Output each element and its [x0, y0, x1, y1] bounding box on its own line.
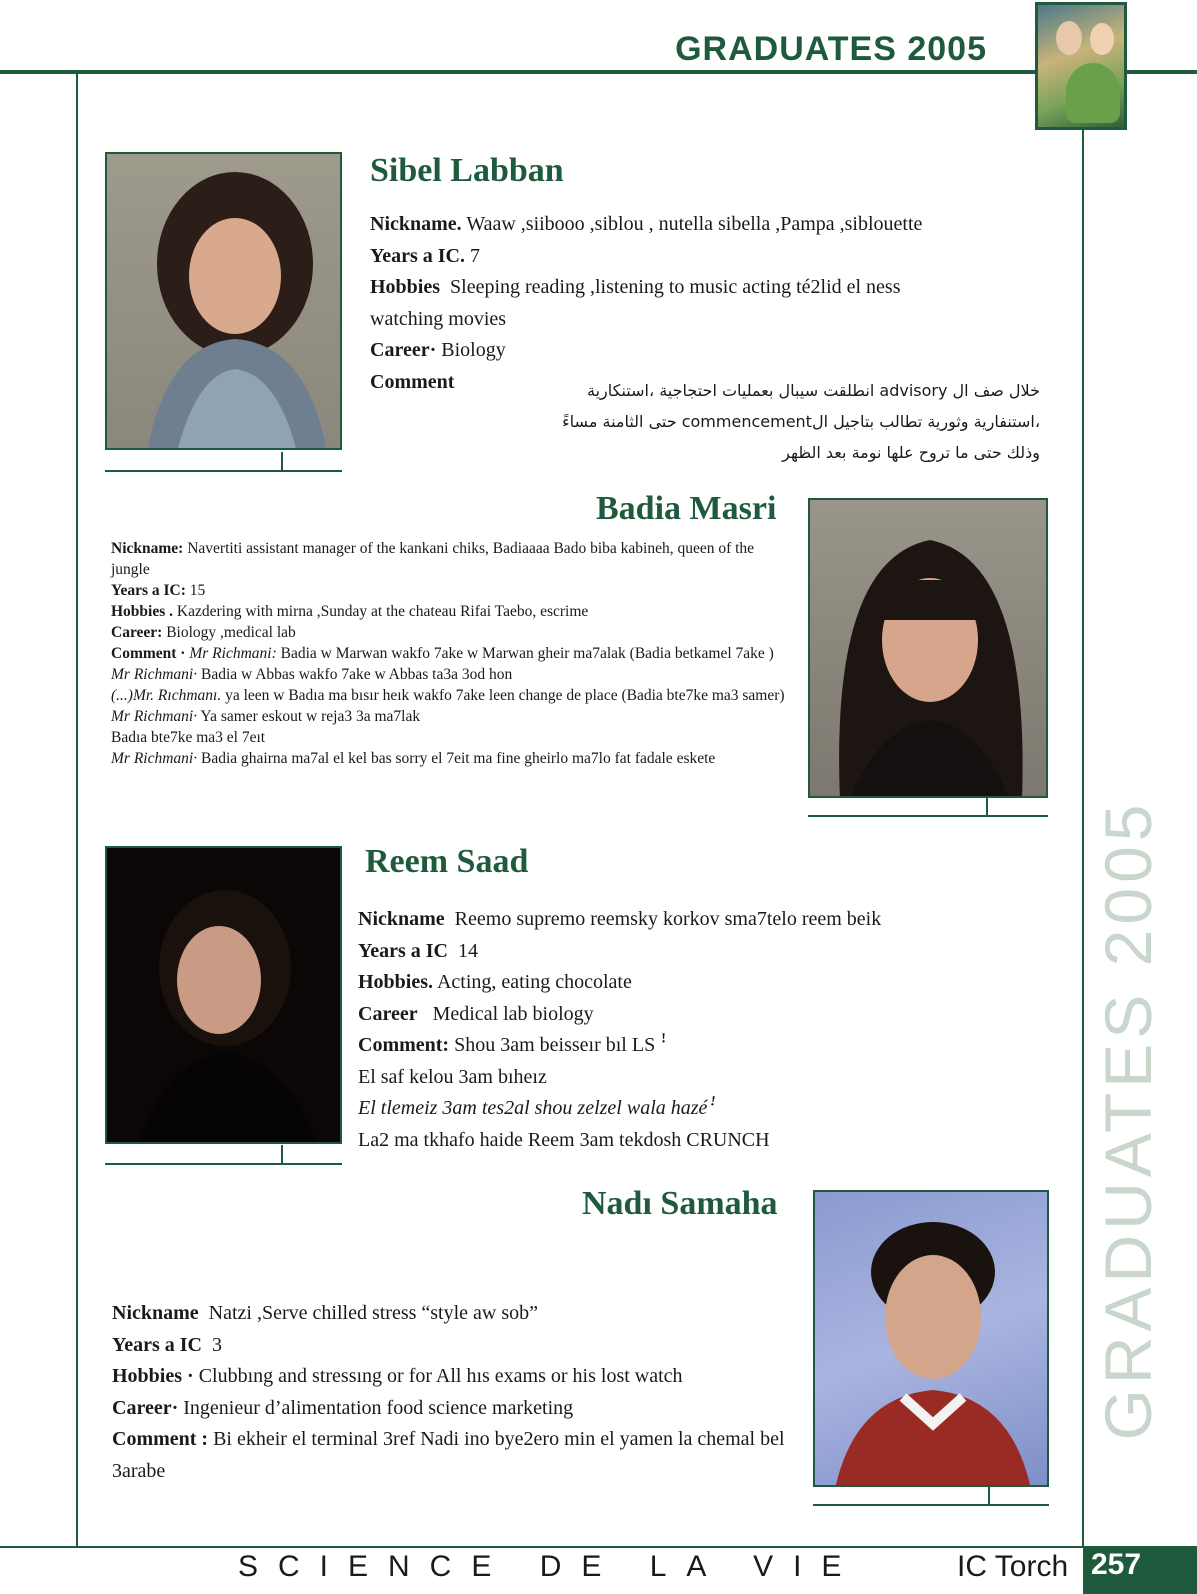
left-border-line: [76, 74, 78, 1546]
portrait-silhouette-icon: [107, 154, 342, 450]
header-rule: [0, 70, 1197, 74]
nadi-samaha-photo: [813, 1190, 1049, 1487]
graduate-name: Badia Masri: [596, 490, 777, 527]
footer-section-title: SCIENCE DE LA VIE: [238, 1550, 862, 1583]
portrait-silhouette-icon: [810, 500, 1048, 798]
photo-caption-line: [105, 470, 342, 472]
header-thumbnail-image: [1035, 2, 1127, 130]
photo-caption-line: [105, 1163, 342, 1165]
portrait-silhouette-icon: [815, 1192, 1049, 1487]
reem-saad-photo: [105, 846, 342, 1144]
graduate-name: Reem Saad: [365, 843, 529, 880]
badia-masri-photo: [808, 498, 1048, 798]
portrait-silhouette-icon: [107, 848, 342, 1144]
footer-brand: IC Torch: [957, 1550, 1069, 1583]
footer-rule: [0, 1546, 1197, 1548]
page-number: 257: [1091, 1548, 1142, 1581]
graduate-name: Sibel Labban: [370, 152, 564, 189]
nadi-samaha-profile: Nickname Natzi ,Serve chilled stress “style aw sob” Years a IC 3 Hobbies · Clubbıng and stressıng or for All hıs exams or his lost watch Career· Ingenieur d’alimentation food science marketing Comment : Bi ekheir el terminal 3ref Nadi ino bye2ero min el yamen la chemal bel 3arabe: [112, 1302, 785, 1482]
sibel-labban-profile: Nickname. Waaw ,siibooo ,siblou , nutella sibella ,Pampa ,siblouette Years a IC. 7 Hobbies Sleeping reading ,listening to music acting té2lid el ness watching movies Career· Biology Comment: [370, 213, 923, 393]
right-border-line: [1082, 130, 1084, 1546]
badia-masri-profile: Nickname: Navertiti assistant manager of the kankani chiks, Badiaaaa Bado biba kabineh, queen of the jungle Years a IC: 15 Hobbies . Kazdering with mirna ,Sunday at the chateau Rifai Taebo, escrime Career: Biology ,medical lab Comment · Mr Richmani: Badia w Marwan wakfo 7ake w Marwan gheir ma7alak (Badia betkamel 7ake ) Mr Richmani· Badia w Abbas wakfo 7ake w Abbas ta3a 3od hon (...)Mr. Rıchmanı. ya leen w Badıa ma bısır heık wakfo 7ake leen change de place (Badia bte7ke ma3 samer) Mr Richmani· Ya samer eskout w reja3 3a ma7lak Badıa bte7ke ma3 el 7eıt Mr Richmani· Badia ghairna ma7al el kel bas sorry el 7eit ma fine gheirlo ma7lo fat fadale eskete: [111, 540, 785, 767]
sibel-labban-photo: [105, 152, 342, 450]
graduate-name: Nadı Samaha: [582, 1185, 778, 1222]
photo-caption-tick: [281, 452, 283, 472]
photo-caption-line: [813, 1504, 1049, 1506]
photo-caption-tick: [988, 1486, 990, 1506]
sibel-labban-comment: خلال صف ال advisory انطلقت سيبال بعمليات احتجاجية ،استنكارية ،استنفارية وثورية تطالب بتاجيل الcommencement حتى الثامنة مساءً وذلك حتى ما تروح علها نومة بعد الظهر: [562, 381, 1040, 462]
page-header-title: GRADUATES 2005: [675, 30, 987, 68]
vertical-side-title: GRADUATES 2005: [1091, 799, 1165, 1441]
photo-caption-line: [808, 815, 1048, 817]
page-number-box: [1083, 1546, 1197, 1594]
reem-saad-profile: Nickname Reemo supremo reemsky korkov sma7telo reem beik Years a IC 14 Hobbies. Acting, eating chocolate Career Medical lab biology Comment: Shou 3am beisseır bıl LS ꜝ El saf kelou 3am bıheız El tlemeiz 3am tes2al shou zelzel wala hazéꜝ La2 ma tkhafo haide Reem 3am tekdosh CRUNCH: [358, 908, 882, 1151]
photo-caption-tick: [986, 797, 988, 817]
photo-caption-tick: [281, 1145, 283, 1165]
